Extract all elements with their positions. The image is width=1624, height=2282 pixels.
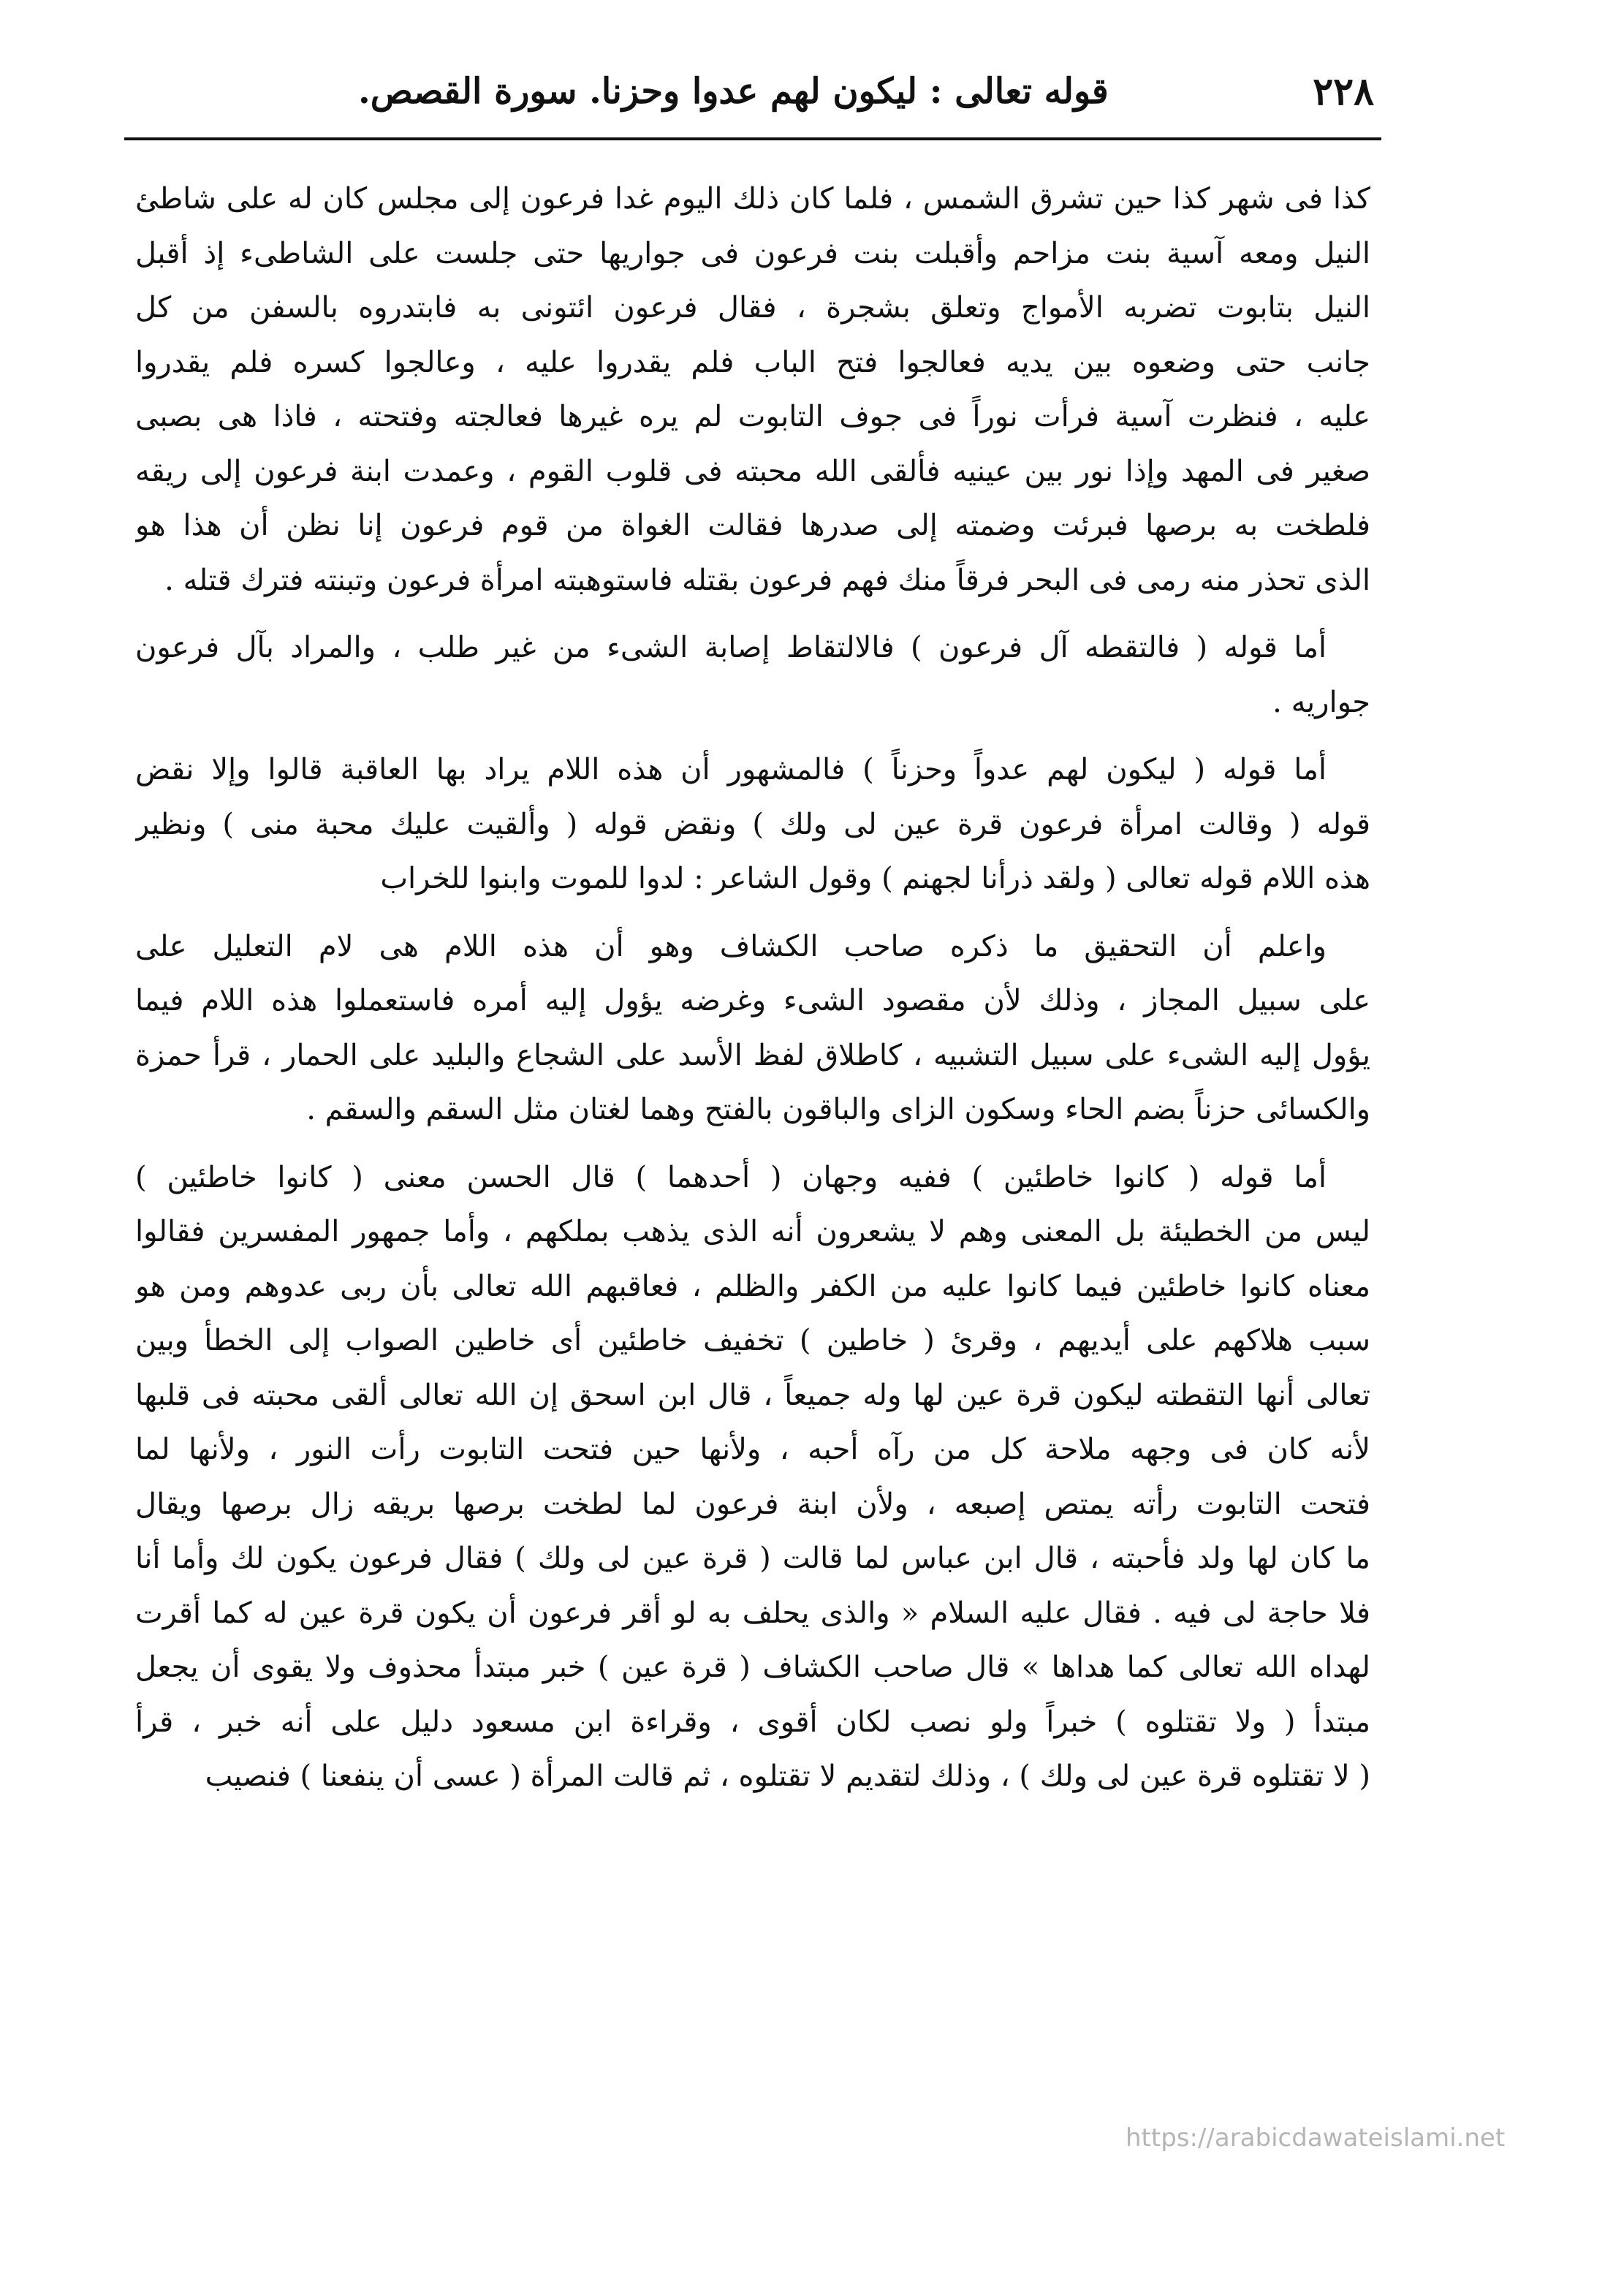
text-line: لهداه الله تعالى كما هداها » قال صاحب الكشاف ( قرة عين ) خبر مبتدأ محذوف ولا يقوى أن يجعل [135,1650,1370,1684]
text-line: جانب حتى وضعوه بين يديه فعالجوا فتح الباب فلم يقدروا عليه ، وعالجوا كسره فلم يقدروا [135,345,1370,379]
text-line: النيل ومعه آسية بنت مزاحم وأقبلت بنت فرعون فى جواريها حتى جلست على الشاطىء إذ أقبل [135,236,1370,270]
text-line: لأنه كان فى وجهه ملاحة كل من رآه أحبه ، ولأنها حين فتحت التابوت رأت النور ، ولأنها لما [135,1433,1370,1466]
text-line: جواريه . [1272,685,1370,719]
paragraph-gap [135,729,1370,743]
paragraph-gap [135,1137,1370,1151]
paragraph [135,172,1370,607]
source-watermark: https://arabicdawateislami.net [1126,2123,1506,2153]
text-line: هذه اللام قوله تعالى ( ولقد ذرأنا لجهنم ) وقول الشاعر : لدوا للموت وابنوا للخراب [380,862,1370,895]
body-text [135,172,1370,1804]
text-line: مبتدأ ( ولا تقتلوه ) خبراً ولو نصب لكان أقوى ، وقراءة ابن مسعود دليل على أنه خبر ، قرأ [135,1705,1370,1739]
text-line: على سبيل المجاز ، وذلك لأن مقصود الشىء وغرضه يؤول إليه أمره فاستعملوا هذه اللام فيما [135,984,1370,1017]
text-line: فتحت التابوت رأته يمتص إصبعه ، ولأن ابنة فرعون لما لطخت برصها بريقه زال برصها ويقال [135,1487,1370,1521]
header-rule [124,137,1381,140]
text-line: فلا حاجة لى فيه . فقال عليه السلام « والذى يحلف به لو أقر فرعون أن يكون قرة عين له كما أقرت [135,1596,1370,1630]
text-line: ( لا تقتلوه قرة عين لى ولك ) ، وذلك لتقديم لا تقتلوه ، ثم قالت المرأة ( عسى أن ينفعنا ) فنصيب [205,1759,1370,1793]
text-line: كذا فى شهر كذا حين تشرق الشمس ، فلما كان ذلك اليوم غدا فرعون إلى مجلس كان له على شاطئ [135,182,1370,216]
text-line: واعلم أن التحقيق ما ذكره صاحب الكشاف وهو أن هذه اللام هى لام التعليل على [135,929,1327,963]
running-title: قوله تعالى : ليكون لهم عدوا وحزنا. سورة القصص. [358,71,1109,112]
text-line: والكسائى حزناً بضم الحاء وسكون الزاى والباقون بالفتح وهما لغتان مثل السقم والسقم . [306,1093,1370,1126]
text-line: قوله ( وقالت امرأة فرعون قرة عين لى ولك ) ونقض قوله ( وألقيت عليك محبة منى ) ونظير [135,807,1370,841]
page-number: ٢٢٨ [1313,69,1374,114]
paragraph-gap [135,906,1370,920]
paragraph-gap [135,607,1370,621]
text-line: أما قوله ( فالتقطه آل فرعون ) فالالتقاط إصابة الشىء من غير طلب ، والمراد بآل فرعون [135,631,1327,664]
text-line: صغير فى المهد وإذا نور بين عينيه فألقى الله محبته فى قلوب القوم ، وعمدت ابنة فرعون إلى ريقه [135,454,1370,488]
paragraph [135,920,1370,1137]
text-line: يؤول إليه الشىء على سبيل التشبيه ، كاطلاق لفظ الأسد على الشجاع والبليد على الحمار ، قرأ حمزة [135,1038,1370,1072]
text-line: معناه كانوا خاطئين فيما كانوا عليه من الكفر والظلم ، فعاقبهم الله تعالى بأن ربى عدوهم ومن هو [135,1269,1370,1303]
text-line: النيل بتابوت تضربه الأمواج وتعلق بشجرة ، فقال فرعون ائتونى به فابتدروه بالسفن من كل [135,291,1370,325]
text-line: تعالى أنها التقطته ليكون قرة عين لها وله جميعاً ، قال ابن اسحق إن الله تعالى ألقى محبته فى قلبها [135,1378,1370,1412]
text-line: سبب هلاكهم على أيديهم ، وقرئ ( خاطين ) تخفيف خاطئين أى خاطين الصواب إلى الخطأ وبين [135,1324,1370,1357]
text-line: ليس من الخطيئة بل المعنى وهم لا يشعرون أنه الذى يذهب بملكهم ، وأما جمهور المفسرين فقالوا [135,1215,1370,1248]
text-line: فلطخت به برصها فبرئت وضمته إلى صدرها فقالت الغواة من قوم فرعون إنا نظن أن هذا هو [135,509,1370,542]
text-line: الذى تحذر منه رمى فى البحر فرقاً منك فهم فرعون بقتله فاستوهبته امرأة فرعون وتبنته فترك قتله . [164,563,1370,597]
paragraph [135,1151,1370,1804]
text-line: ما كان لها ولد فأحبته ، قال ابن عباس لما قالت ( قرة عين لى ولك ) فقال فرعون يكون لك وأما أنا [135,1542,1370,1575]
paragraph [135,621,1370,729]
text-line: عليه ، فنظرت آسية فرأت نوراً فى جوف التابوت لم يره غيرها فعالجته وفتحته ، فاذا هى بصبى [135,400,1370,433]
text-line: أما قوله ( ليكون لهم عدواً وحزناً ) فالمشهور أن هذه اللام يراد بها العاقبة قالوا وإلا نقض [135,753,1327,786]
paragraph [135,743,1370,906]
page-header [124,51,1381,132]
text-line: أما قوله ( كانوا خاطئين ) ففيه وجهان ( أحدهما ) قال الحسن معنى ( كانوا خاطئين ) [135,1160,1327,1194]
